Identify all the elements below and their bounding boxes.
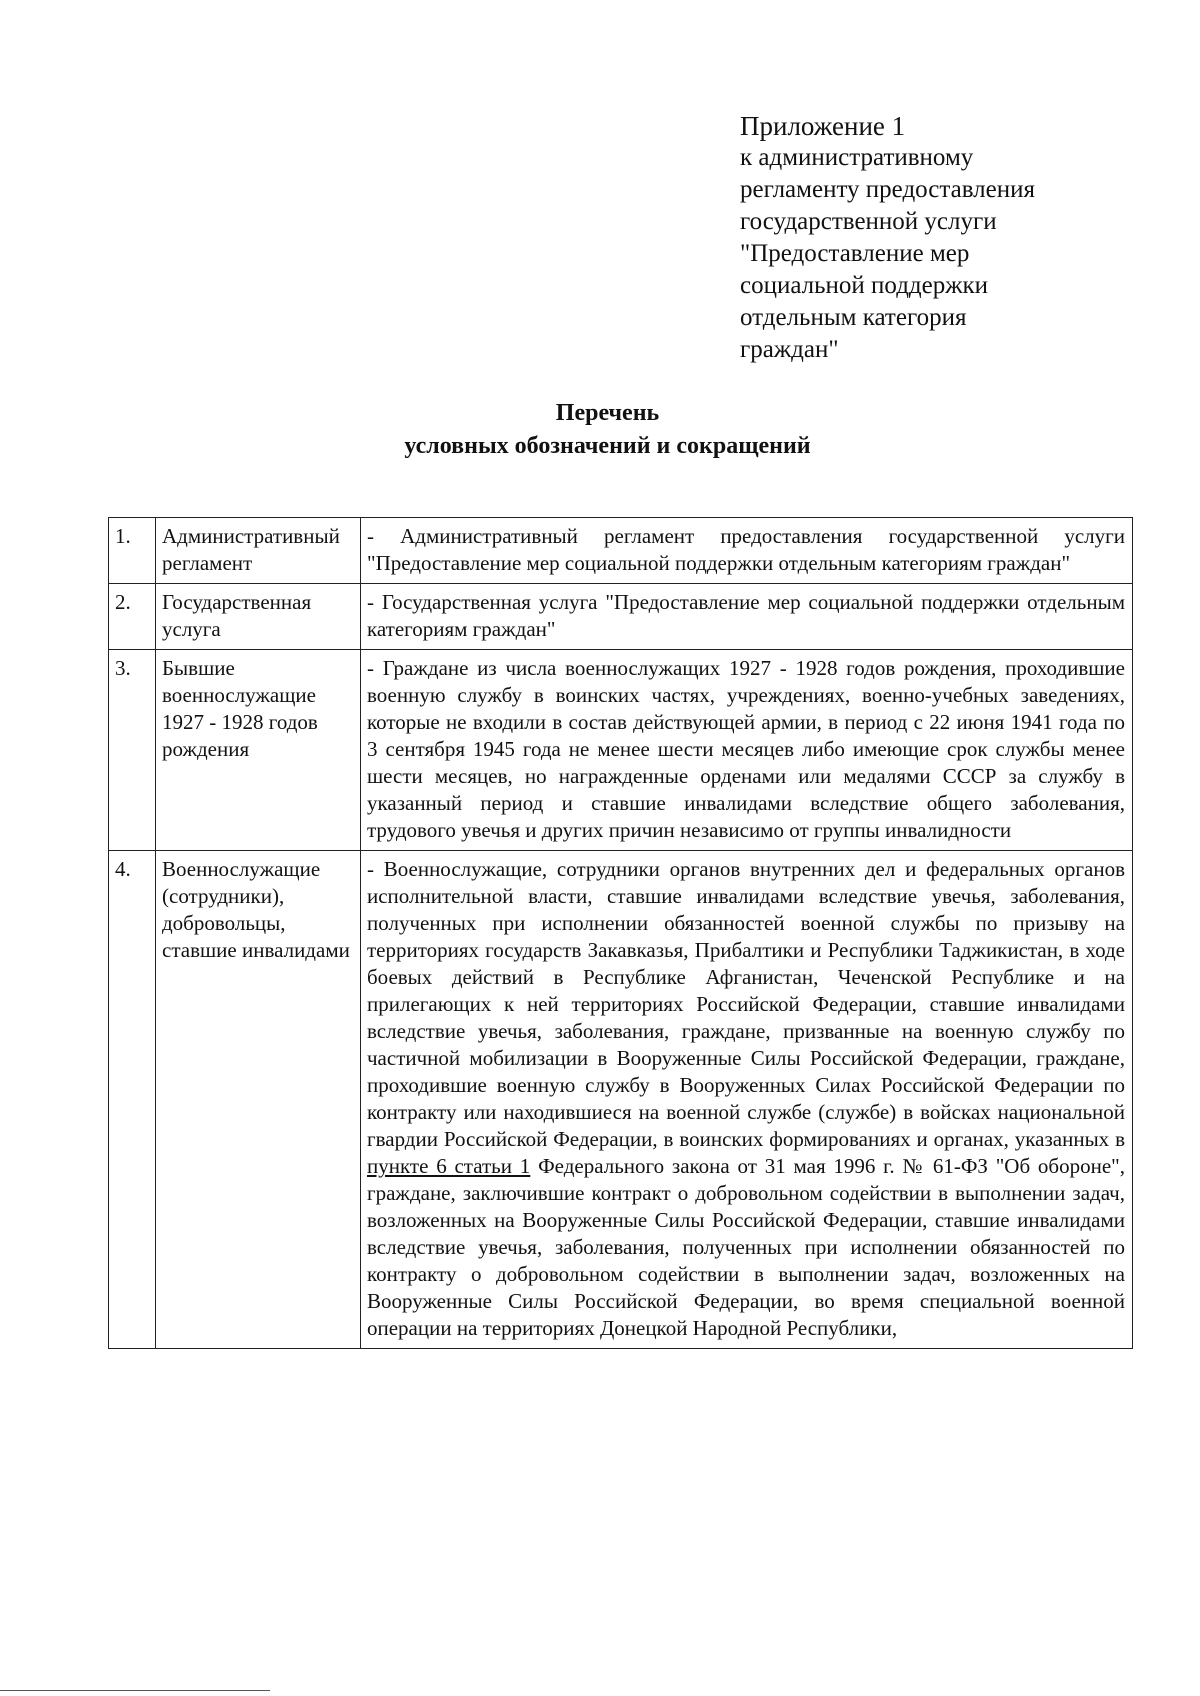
row-definition: - Государственная услуга "Предоставление мер социальной поддержки отдельным категориям граждан" <box>361 584 1133 650</box>
definition-text: Федерального закона от 31 мая 1996 г. № 61-ФЗ "Об обороне", граждане, заключившие контракт о добровольном содействии в выполнении задач, возложенных на Вооруженные Силы Российской Федерации, ставшие инвалидами вследствие увечья, заболевания, полученных при исполнении обязанностей по контракту о добровольном содействии в выполнении задач, возложенных на Вооруженные Силы Российской Федерации, во время специальной военной операции на территориях Донецкой Народной Республики, <box>367 1154 1125 1340</box>
row-definition: - Граждане из числа военнослужащих 1927 - 1928 годов рождения, проходившие военную службу в воинских частях, учреждениях, военно-учебных заведениях, которые не входили в состав действующей армии, в период с 22 июня 1941 года по 3 сентября 1945 года не менее шести месяцев либо имеющие срок службы менее шести месяцев, но награжденные орденами или медалями СССР за службу в указанный период и ставшие инвалидами вследствие общего заболевания, трудового увечья и других причин независимо от группы инвалидности <box>361 650 1133 851</box>
title-line-1: Перечень <box>555 400 660 426</box>
row-number: 3. <box>109 650 156 851</box>
row-term: Военнослужащие (сотрудники), добровольцы, ставшие инвалидами <box>156 851 361 1349</box>
law-reference-link[interactable]: пункте 6 статьи 1 <box>367 1154 531 1178</box>
appendix-line: к административному <box>740 144 974 171</box>
abbreviations-table <box>108 517 1133 1349</box>
appendix-line: регламенту предоставления <box>740 176 1036 203</box>
row-term: Государственная услуга <box>156 584 361 650</box>
row-number: 2. <box>109 584 156 650</box>
appendix-line: государственной услуги <box>740 208 997 235</box>
row-term: Бывшие военнослужащие 1927 - 1928 годов рождения <box>156 650 361 851</box>
row-term: Административный регламент <box>156 518 361 584</box>
table-row <box>109 650 1133 851</box>
appendix-line: социальной поддержки <box>740 272 989 299</box>
table-row <box>109 518 1133 584</box>
table-row <box>109 584 1133 650</box>
appendix-header <box>740 110 1160 366</box>
table-row <box>109 851 1133 1349</box>
row-number: 4. <box>109 851 156 1349</box>
appendix-line: "Предоставление мер <box>740 240 970 267</box>
appendix-line: Приложение 1 <box>740 111 906 141</box>
page-bottom-rule <box>0 1690 270 1691</box>
definition-text: - Военнослужащие, сотрудники органов внутренних дел и федеральных органов исполнительной власти, ставшие инвалидами вследствие увечья, заболевания, полученных при исполнении обязанностей военной службы по призыву на территориях государств Закавказья, Прибалтики и Республики Таджикистан, в ходе боевых действий в Республике Афганистан, Чеченской Республике и на прилегающих к ней территориях Российской Федерации, ставшие инвалидами вследствие увечья, заболевания, граждане, призванные на военную службу по частичной мобилизации в Вооруженные Силы Российской Федерации, граждане, проходившие военную службу в Вооруженных Силах Российской Федерации по контракту или находившиеся на военной службе (службе) в войсках национальной гвардии Российской Федерации, в воинских формированиях и органах, указанных в <box>367 857 1125 1151</box>
title-line-2: условных обозначений и сокращений <box>404 433 811 459</box>
appendix-line: отдельным категория <box>740 304 967 331</box>
row-definition: - Административный регламент предоставления государственной услуги "Предоставление мер социальной поддержки отдельным категориям граждан" <box>361 518 1133 584</box>
row-number: 1. <box>109 518 156 584</box>
appendix-line: граждан" <box>740 336 839 363</box>
document-title <box>0 397 1200 463</box>
row-definition <box>361 851 1133 1349</box>
